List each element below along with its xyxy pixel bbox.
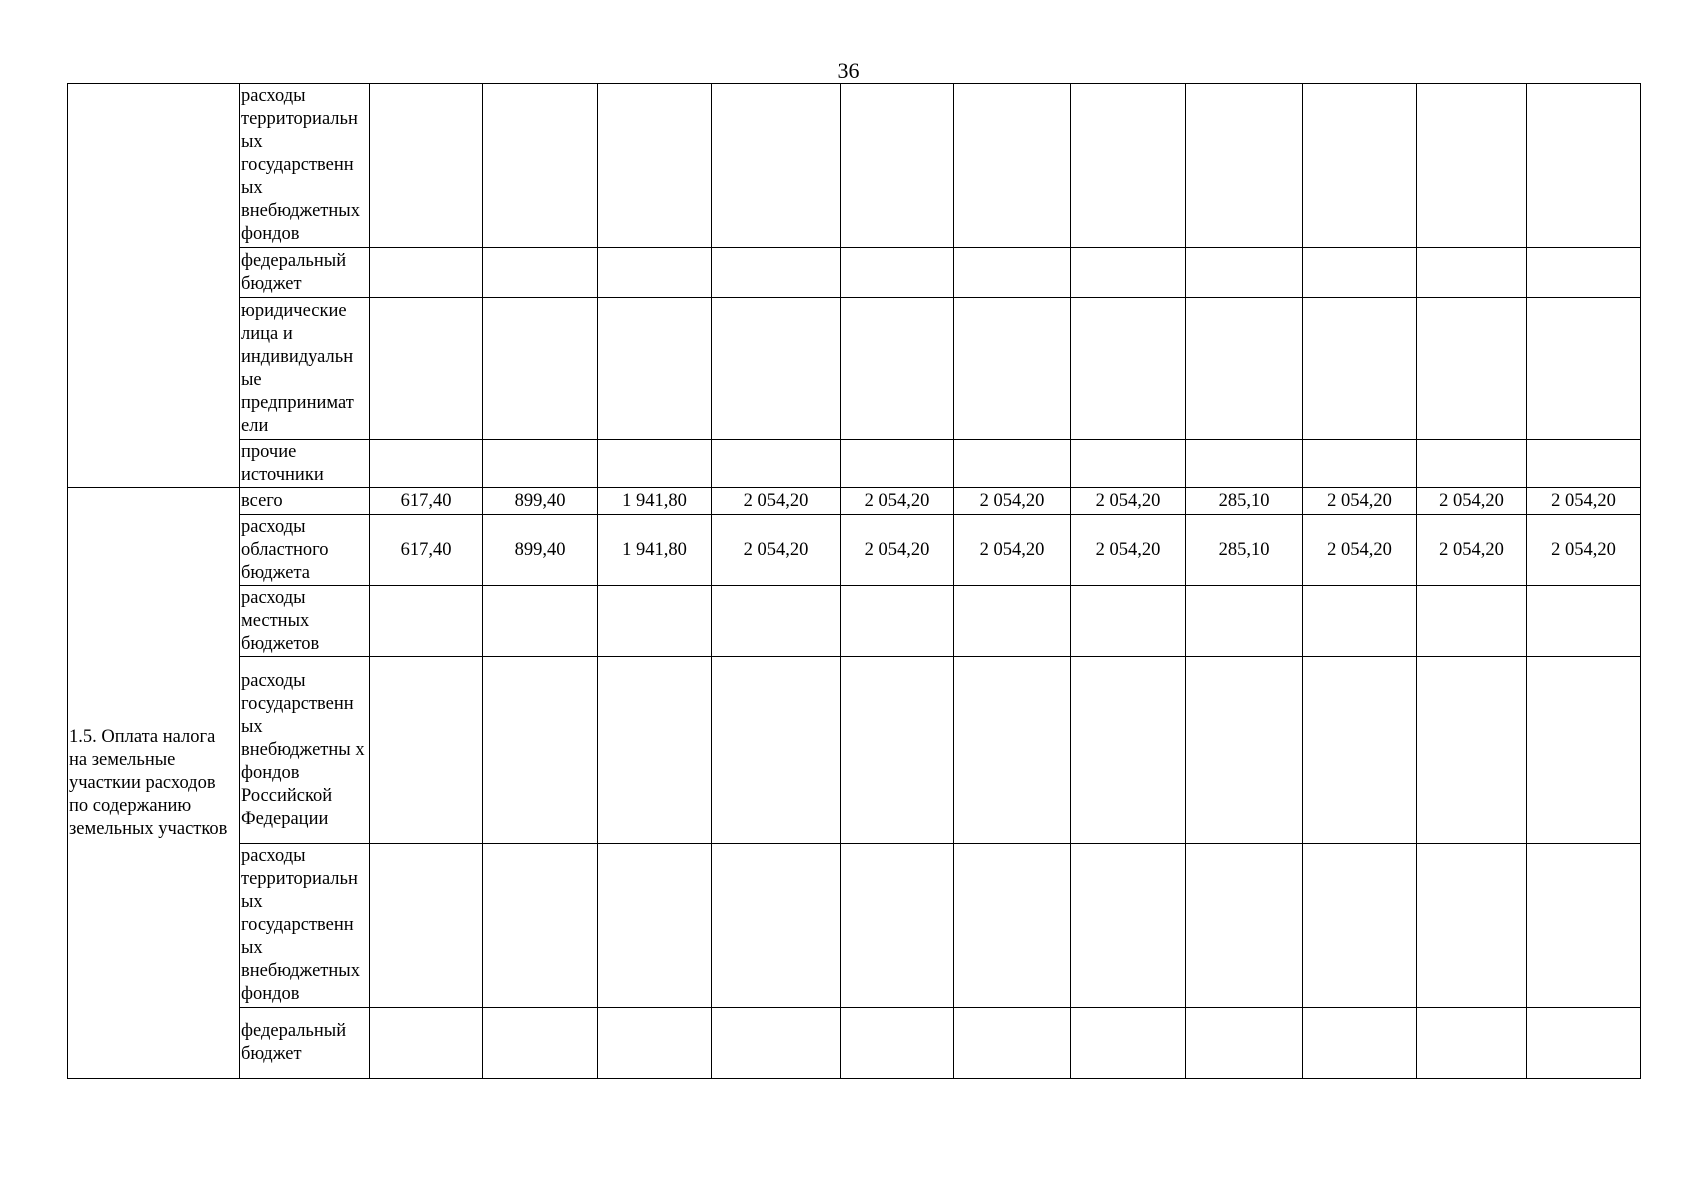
value-cell	[1417, 844, 1527, 1008]
value-cell	[1071, 844, 1186, 1008]
value-cell: 2 054,20	[1303, 488, 1417, 515]
row-label: всего	[240, 488, 370, 515]
value-cell	[1527, 1008, 1641, 1079]
value-cell	[712, 298, 841, 440]
value-cell	[1071, 586, 1186, 657]
value-cell	[712, 844, 841, 1008]
value-cell	[841, 657, 954, 844]
value-cell	[1071, 298, 1186, 440]
table-row	[68, 84, 1641, 248]
value-cell	[712, 84, 841, 248]
value-cell	[1417, 298, 1527, 440]
value-cell: 2 054,20	[1417, 488, 1527, 515]
item-title: 1.5. Оплата налога на земельные участкии расходов по содержанию земельных участков	[68, 488, 240, 1079]
value-cell	[1527, 440, 1641, 488]
value-cell	[370, 84, 483, 248]
value-cell	[483, 440, 598, 488]
value-cell	[1527, 657, 1641, 844]
row-label: расходы территориальн ых государственн ых внебюджетных фондов	[240, 844, 370, 1008]
value-cell	[1071, 657, 1186, 844]
value-cell: 1 941,80	[598, 488, 712, 515]
value-cell	[1186, 586, 1303, 657]
value-cell	[1303, 657, 1417, 844]
value-cell	[1303, 298, 1417, 440]
value-cell	[1071, 84, 1186, 248]
table-row	[68, 298, 1641, 440]
row-label: расходы областного бюджета	[240, 515, 370, 586]
value-cell: 617,40	[370, 515, 483, 586]
value-cell	[954, 657, 1071, 844]
value-cell	[1417, 84, 1527, 248]
value-cell: 2 054,20	[1527, 515, 1641, 586]
value-cell	[954, 248, 1071, 298]
value-cell: 2 054,20	[1417, 515, 1527, 586]
value-cell: 2 054,20	[1527, 488, 1641, 515]
value-cell	[370, 440, 483, 488]
value-cell	[483, 298, 598, 440]
value-cell	[954, 84, 1071, 248]
value-cell	[1417, 657, 1527, 844]
value-cell	[954, 298, 1071, 440]
value-cell: 2 054,20	[712, 515, 841, 586]
row-label: расходы государственн ых внебюджетны х фондов Российской Федерации	[240, 657, 370, 844]
value-cell	[841, 248, 954, 298]
value-cell	[598, 844, 712, 1008]
value-cell	[370, 586, 483, 657]
value-cell	[598, 1008, 712, 1079]
value-cell	[598, 440, 712, 488]
value-cell	[841, 1008, 954, 1079]
value-cell	[1417, 248, 1527, 298]
table-row	[68, 248, 1641, 298]
value-cell	[1303, 586, 1417, 657]
value-cell	[598, 657, 712, 844]
value-cell	[1186, 84, 1303, 248]
value-cell	[1527, 248, 1641, 298]
table-row	[68, 515, 1641, 586]
table-row	[68, 488, 1641, 515]
value-cell	[598, 298, 712, 440]
value-cell	[1303, 248, 1417, 298]
value-cell	[1186, 844, 1303, 1008]
value-cell	[1186, 657, 1303, 844]
value-cell	[483, 248, 598, 298]
value-cell	[1417, 586, 1527, 657]
value-cell: 899,40	[483, 488, 598, 515]
value-cell	[954, 586, 1071, 657]
value-cell	[841, 298, 954, 440]
value-cell	[483, 586, 598, 657]
value-cell	[1071, 440, 1186, 488]
value-cell: 2 054,20	[1071, 488, 1186, 515]
value-cell	[1303, 1008, 1417, 1079]
budget-table	[67, 83, 1641, 1079]
table-row	[68, 586, 1641, 657]
row-label: федеральный бюджет	[240, 248, 370, 298]
value-cell	[370, 248, 483, 298]
value-cell	[1527, 298, 1641, 440]
value-cell: 285,10	[1186, 515, 1303, 586]
value-cell	[370, 298, 483, 440]
value-cell	[712, 586, 841, 657]
value-cell	[483, 844, 598, 1008]
value-cell	[598, 586, 712, 657]
value-cell	[1186, 440, 1303, 488]
value-cell	[841, 586, 954, 657]
value-cell	[1186, 1008, 1303, 1079]
row-label: расходы местных бюджетов	[240, 586, 370, 657]
value-cell	[1417, 440, 1527, 488]
value-cell	[370, 1008, 483, 1079]
value-cell	[954, 1008, 1071, 1079]
page-number: 36	[837, 58, 860, 83]
value-cell	[954, 844, 1071, 1008]
value-cell: 1 941,80	[598, 515, 712, 586]
value-cell	[483, 1008, 598, 1079]
value-cell: 2 054,20	[954, 488, 1071, 515]
value-cell	[1527, 844, 1641, 1008]
value-cell	[598, 248, 712, 298]
value-cell: 899,40	[483, 515, 598, 586]
value-cell	[841, 440, 954, 488]
value-cell	[712, 657, 841, 844]
value-cell	[1527, 84, 1641, 248]
value-cell	[483, 657, 598, 844]
value-cell	[841, 84, 954, 248]
row-label: юридические лица и индивидуальн ые предпринимат ели	[240, 298, 370, 440]
value-cell	[1303, 440, 1417, 488]
value-cell	[954, 440, 1071, 488]
value-cell	[1186, 298, 1303, 440]
value-cell	[712, 1008, 841, 1079]
empty-item-cell	[68, 84, 240, 488]
value-cell	[1071, 1008, 1186, 1079]
value-cell: 2 054,20	[712, 488, 841, 515]
value-cell: 617,40	[370, 488, 483, 515]
value-cell: 2 054,20	[841, 515, 954, 586]
value-cell	[1303, 844, 1417, 1008]
value-cell	[712, 440, 841, 488]
value-cell	[370, 657, 483, 844]
value-cell: 285,10	[1186, 488, 1303, 515]
value-cell	[1527, 586, 1641, 657]
value-cell: 2 054,20	[841, 488, 954, 515]
value-cell	[1186, 248, 1303, 298]
row-label: прочие источники	[240, 440, 370, 488]
value-cell: 2 054,20	[954, 515, 1071, 586]
value-cell	[1417, 1008, 1527, 1079]
table-row	[68, 657, 1641, 844]
value-cell: 2 054,20	[1071, 515, 1186, 586]
table-row	[68, 440, 1641, 488]
value-cell	[1303, 84, 1417, 248]
value-cell	[841, 844, 954, 1008]
table-row	[68, 1008, 1641, 1079]
value-cell	[1071, 248, 1186, 298]
value-cell	[598, 84, 712, 248]
value-cell	[483, 84, 598, 248]
row-label: расходы территориальн ых государственн ых внебюджетных фондов	[240, 84, 370, 248]
value-cell	[712, 248, 841, 298]
value-cell: 2 054,20	[1303, 515, 1417, 586]
value-cell	[370, 844, 483, 1008]
row-label: федеральный бюджет	[240, 1008, 370, 1079]
table-row	[68, 844, 1641, 1008]
